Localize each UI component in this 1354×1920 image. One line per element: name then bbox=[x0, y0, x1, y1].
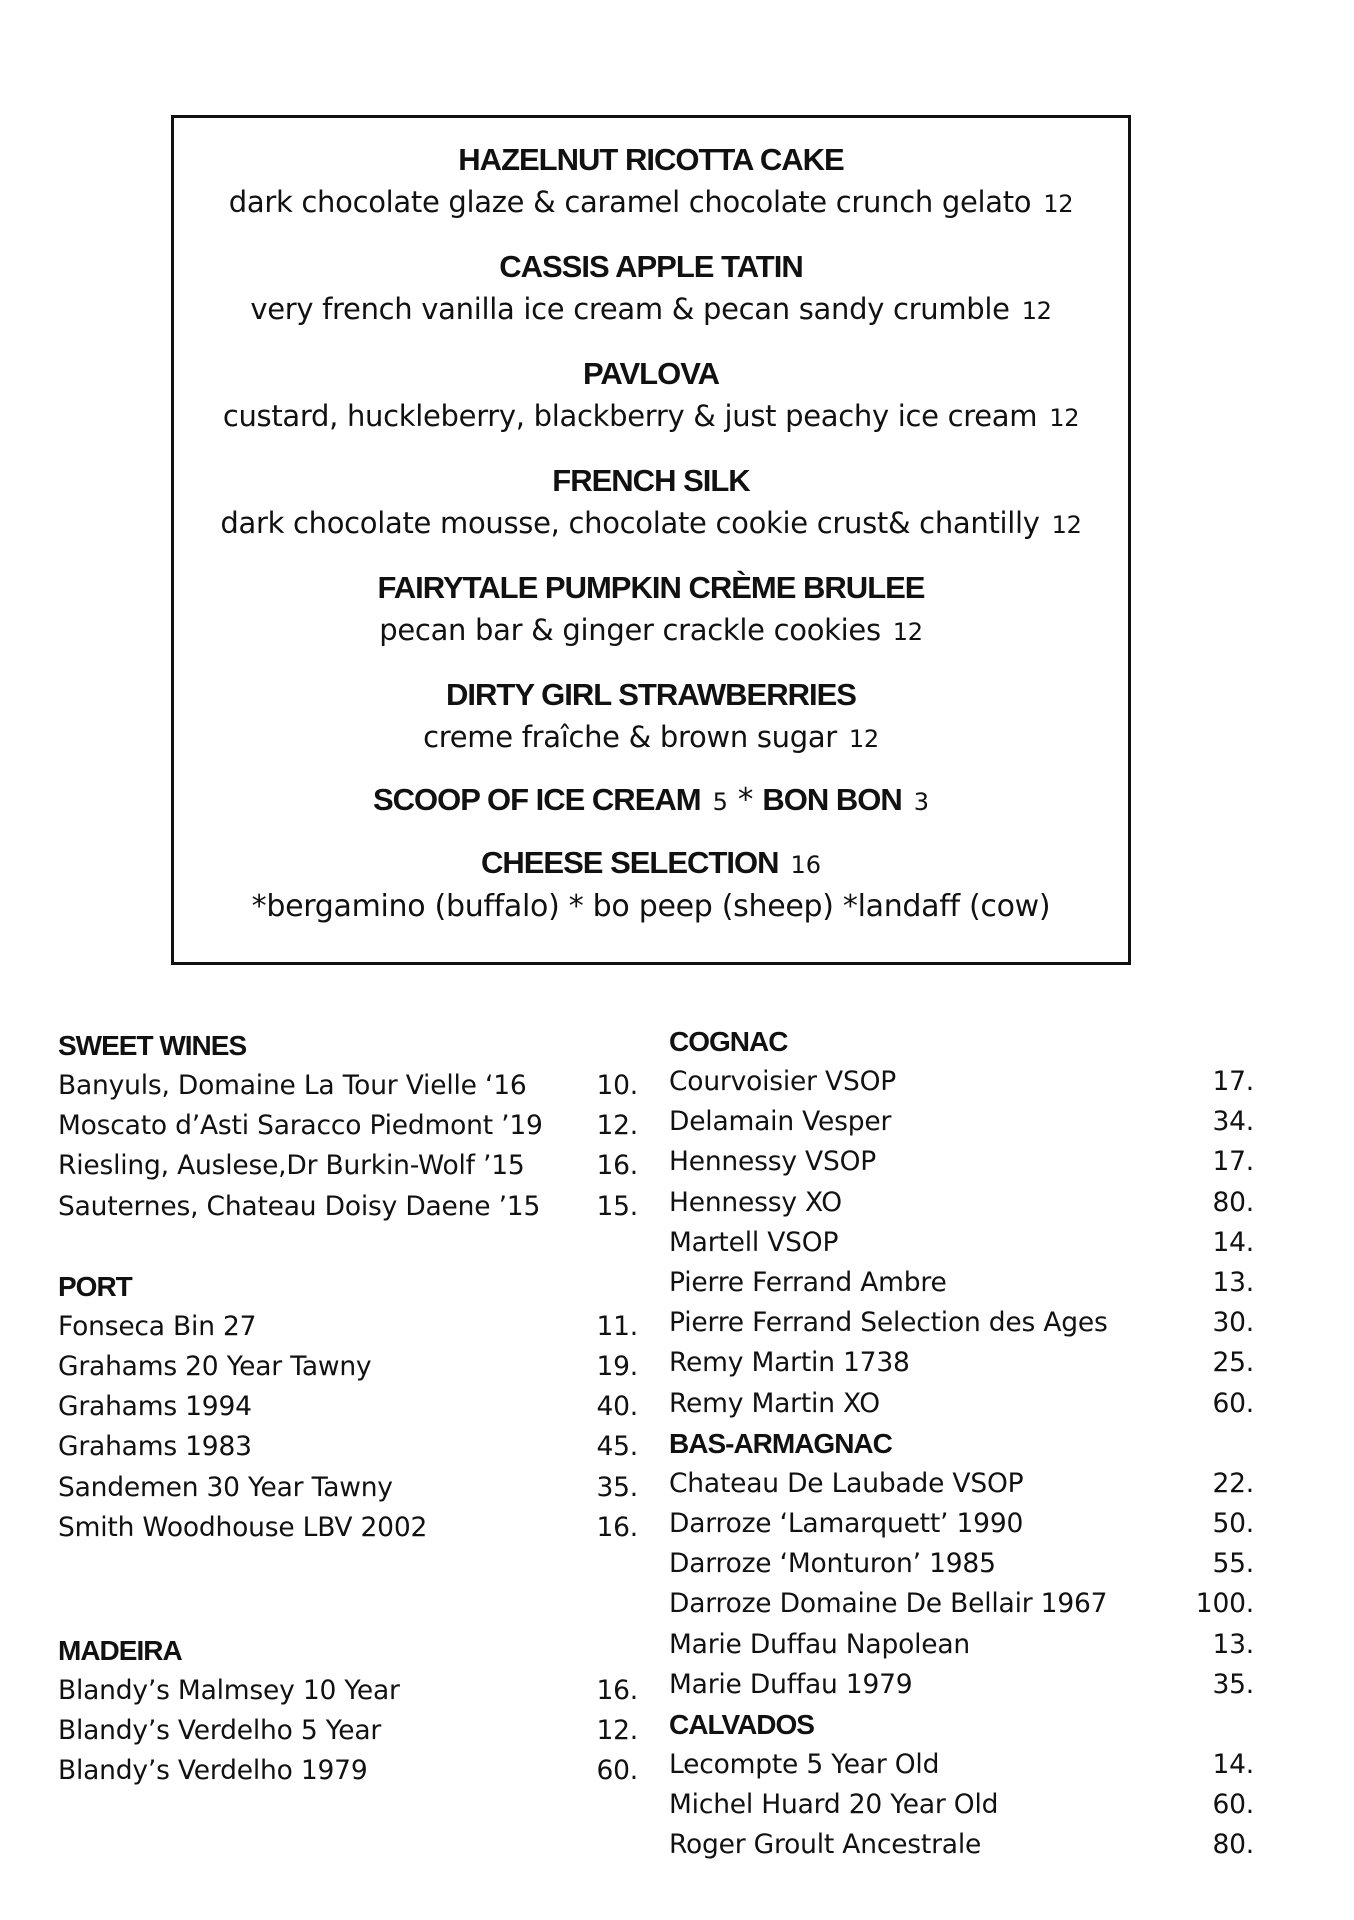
section-sweet-wines bbox=[58, 1026, 638, 1227]
drink-row bbox=[58, 1427, 638, 1467]
drink-name: Martell VSOP bbox=[669, 1226, 839, 1258]
dessert-item bbox=[174, 568, 1128, 654]
drink-row bbox=[669, 1303, 1254, 1343]
drink-name: Marie Duffau 1979 bbox=[669, 1668, 913, 1700]
item-list bbox=[58, 1671, 638, 1792]
drink-price: 30. bbox=[1212, 1307, 1254, 1339]
drink-name: Courvoisier VSOP bbox=[669, 1066, 897, 1097]
drink-price: 16. bbox=[596, 1675, 638, 1707]
dessert-name: FAIRYTALE PUMPKIN CRÈME BRULEE bbox=[377, 570, 925, 605]
dessert-price: 12 bbox=[1051, 511, 1082, 539]
dessert-name: DIRTY GIRL STRAWBERRIES bbox=[446, 677, 856, 712]
drink-row bbox=[669, 1584, 1254, 1624]
drink-row bbox=[669, 1745, 1254, 1785]
section-port bbox=[58, 1267, 638, 1548]
drink-name: Darroze ‘Lamarquett’ 1990 bbox=[669, 1508, 1024, 1540]
dessert-description: dark chocolate mousse, chocolate cookie crust& chantilly bbox=[220, 506, 1040, 540]
drink-name: Hennessy XO bbox=[669, 1186, 842, 1218]
drink-price: 14. bbox=[1212, 1749, 1254, 1781]
dessert-name: FRENCH SILK bbox=[552, 463, 750, 498]
bonbon-price: 3 bbox=[913, 788, 930, 816]
dessert-description: very french vanilla ice cream & pecan sandy crumble bbox=[250, 292, 1010, 326]
section-bas-armagnac bbox=[669, 1424, 1254, 1705]
item-list bbox=[669, 1464, 1254, 1705]
drink-row bbox=[58, 1508, 638, 1548]
drink-row bbox=[669, 1544, 1254, 1584]
drink-row bbox=[669, 1785, 1254, 1825]
drink-row bbox=[669, 1142, 1254, 1182]
drink-price: 60. bbox=[596, 1755, 638, 1787]
cheese-description: *bergamino (buffalo) * bo peep (sheep) *landaff (cow) bbox=[251, 889, 1051, 924]
drink-name: Grahams 20 Year Tawny bbox=[58, 1351, 372, 1383]
cheese-price: 16 bbox=[790, 851, 822, 879]
drink-row bbox=[58, 1671, 638, 1711]
dessert-description: creme fraîche & brown sugar bbox=[423, 720, 837, 754]
drink-price: 13. bbox=[1212, 1267, 1254, 1299]
drink-name: Darroze Domaine De Bellair 1967 bbox=[669, 1588, 1108, 1620]
drink-row bbox=[669, 1343, 1254, 1383]
drink-name: Pierre Ferrand Ambre bbox=[669, 1267, 947, 1299]
dessert-description: custard, huckleberry, blackberry & just peachy ice cream bbox=[222, 399, 1038, 433]
drink-row bbox=[58, 1066, 638, 1106]
drink-name: Hennessy VSOP bbox=[669, 1146, 877, 1178]
drink-row bbox=[58, 1347, 638, 1387]
dessert-description: dark chocolate glaze & caramel chocolate crunch gelato bbox=[228, 185, 1032, 219]
dessert-description-line bbox=[174, 394, 1128, 440]
drink-name: Riesling, Auslese,Dr Burkin-Wolf ’15 bbox=[58, 1150, 525, 1182]
dessert-description-line bbox=[174, 715, 1128, 761]
dessert-name: CASSIS APPLE TATIN bbox=[499, 249, 803, 284]
drink-price: 45. bbox=[596, 1431, 638, 1463]
section-title: MADEIRA bbox=[58, 1635, 182, 1667]
drink-name: Chateau De Laubade VSOP bbox=[669, 1467, 1024, 1499]
section-calvados bbox=[669, 1705, 1254, 1866]
drink-row bbox=[669, 1263, 1254, 1303]
drink-name: Grahams 1994 bbox=[58, 1391, 252, 1423]
drink-name: Lecompte 5 Year Old bbox=[669, 1749, 940, 1781]
drink-price: 60. bbox=[1212, 1789, 1254, 1821]
drink-name: Sandemen 30 Year Tawny bbox=[58, 1471, 393, 1503]
section-title: COGNAC bbox=[669, 1026, 788, 1057]
drink-price: 12. bbox=[596, 1715, 638, 1747]
dessert-item bbox=[174, 247, 1128, 333]
drink-row bbox=[669, 1183, 1254, 1223]
drink-name: Remy Martin XO bbox=[669, 1387, 880, 1419]
drink-name: Blandy’s Verdelho 1979 bbox=[58, 1755, 368, 1787]
drink-row bbox=[58, 1711, 638, 1751]
section-title: CALVADOS bbox=[669, 1709, 814, 1741]
drink-price: 10. bbox=[596, 1070, 638, 1101]
dessert-price: 12 bbox=[1021, 297, 1052, 325]
drink-name: Blandy’s Malmsey 10 Year bbox=[58, 1675, 400, 1707]
drink-price: 12. bbox=[596, 1110, 638, 1142]
drink-price: 60. bbox=[1212, 1387, 1254, 1419]
drink-price: 25. bbox=[1212, 1347, 1254, 1379]
drink-row bbox=[669, 1825, 1254, 1865]
extras-row bbox=[174, 780, 1128, 822]
item-list bbox=[669, 1062, 1254, 1424]
item-list bbox=[58, 1307, 638, 1548]
drink-price: 80. bbox=[1212, 1186, 1254, 1218]
dessert-list bbox=[174, 118, 1128, 761]
drink-row bbox=[58, 1387, 638, 1427]
drink-name: Pierre Ferrand Selection des Ages bbox=[669, 1307, 1108, 1339]
drink-name: Remy Martin 1738 bbox=[669, 1347, 910, 1379]
item-list bbox=[669, 1745, 1254, 1866]
drink-price: 35. bbox=[596, 1471, 638, 1503]
drink-row bbox=[669, 1062, 1254, 1102]
drink-price: 35. bbox=[1212, 1668, 1254, 1700]
dessert-item bbox=[174, 140, 1128, 226]
dessert-price: 12 bbox=[848, 725, 879, 753]
dessert-price: 12 bbox=[1049, 404, 1080, 432]
dessert-description: pecan bar & ginger crackle cookies bbox=[379, 613, 881, 647]
dessert-description-line bbox=[174, 180, 1128, 226]
drink-name: Marie Duffau Napolean bbox=[669, 1628, 971, 1660]
drink-price: 11. bbox=[596, 1310, 638, 1342]
drink-name: Darroze ‘Monturon’ 1985 bbox=[669, 1548, 996, 1580]
drink-row bbox=[669, 1223, 1254, 1263]
drink-price: 14. bbox=[1212, 1226, 1254, 1258]
dessert-name: PAVLOVA bbox=[583, 356, 719, 391]
drink-row bbox=[58, 1187, 638, 1227]
drink-price: 100. bbox=[1195, 1588, 1254, 1620]
dessert-price: 12 bbox=[892, 618, 923, 646]
drink-row bbox=[669, 1504, 1254, 1544]
drink-row bbox=[669, 1625, 1254, 1665]
drink-name: Delamain Vesper bbox=[669, 1106, 892, 1138]
drink-name: Roger Groult Ancestrale bbox=[669, 1829, 982, 1861]
section-title: SWEET WINES bbox=[58, 1030, 247, 1061]
drink-price: 16. bbox=[596, 1150, 638, 1182]
drink-price: 22. bbox=[1212, 1467, 1254, 1499]
dessert-item bbox=[174, 354, 1128, 440]
cheese-selection bbox=[174, 843, 1128, 929]
drink-name: Sauternes, Chateau Doisy Daene ’15 bbox=[58, 1190, 541, 1222]
scoop-price: 5 bbox=[712, 788, 728, 816]
drink-price: 34. bbox=[1212, 1106, 1254, 1138]
dessert-description-line bbox=[174, 501, 1128, 547]
scoop-label: SCOOP OF ICE CREAM bbox=[372, 782, 701, 817]
drink-name: Blandy’s Verdelho 5 Year bbox=[58, 1715, 382, 1747]
drink-price: 40. bbox=[596, 1391, 638, 1423]
dessert-item bbox=[174, 675, 1128, 761]
dessert-price: 12 bbox=[1043, 190, 1074, 218]
drink-row bbox=[58, 1146, 638, 1186]
drink-name: Banyuls, Domaine La Tour Vielle ‘16 bbox=[58, 1070, 527, 1101]
drink-name: Moscato d’Asti Saracco Piedmont ’19 bbox=[58, 1110, 543, 1142]
separator: * bbox=[737, 782, 753, 818]
cheese-label: CHEESE SELECTION bbox=[480, 845, 779, 880]
dessert-description-line bbox=[174, 287, 1128, 333]
drink-row bbox=[58, 1106, 638, 1146]
drink-price: 15. bbox=[596, 1190, 638, 1222]
drink-price: 13. bbox=[1212, 1628, 1254, 1660]
dessert-name: HAZELNUT RICOTTA CAKE bbox=[458, 142, 844, 177]
right-column bbox=[669, 1022, 1254, 1866]
drink-row bbox=[669, 1464, 1254, 1504]
drink-name: Smith Woodhouse LBV 2002 bbox=[58, 1511, 428, 1543]
drink-price: 16. bbox=[596, 1511, 638, 1543]
drink-price: 50. bbox=[1212, 1508, 1254, 1540]
left-column bbox=[58, 1026, 638, 1792]
drink-row bbox=[669, 1102, 1254, 1142]
drink-price: 17. bbox=[1212, 1146, 1254, 1178]
drink-row bbox=[58, 1751, 638, 1791]
drink-name: Michel Huard 20 Year Old bbox=[669, 1789, 999, 1821]
item-list bbox=[58, 1066, 638, 1227]
section-title: BAS-ARMAGNAC bbox=[669, 1427, 892, 1459]
section-title: PORT bbox=[58, 1270, 132, 1302]
dessert-item bbox=[174, 461, 1128, 547]
drink-price: 17. bbox=[1212, 1066, 1254, 1097]
dessert-description-line bbox=[174, 608, 1128, 654]
drink-price: 55. bbox=[1212, 1548, 1254, 1580]
drink-name: Grahams 1983 bbox=[58, 1431, 252, 1463]
drink-price: 19. bbox=[596, 1351, 638, 1383]
drink-name: Fonseca Bin 27 bbox=[58, 1310, 257, 1342]
bonbon-label: BON BON bbox=[762, 782, 902, 817]
section-madeira bbox=[58, 1631, 638, 1792]
drink-row bbox=[58, 1468, 638, 1508]
drink-price: 80. bbox=[1212, 1829, 1254, 1861]
drink-row bbox=[669, 1665, 1254, 1705]
drink-row bbox=[58, 1307, 638, 1347]
dessert-menu-box bbox=[171, 115, 1131, 965]
section-cognac bbox=[669, 1022, 1254, 1424]
drink-row bbox=[669, 1384, 1254, 1424]
